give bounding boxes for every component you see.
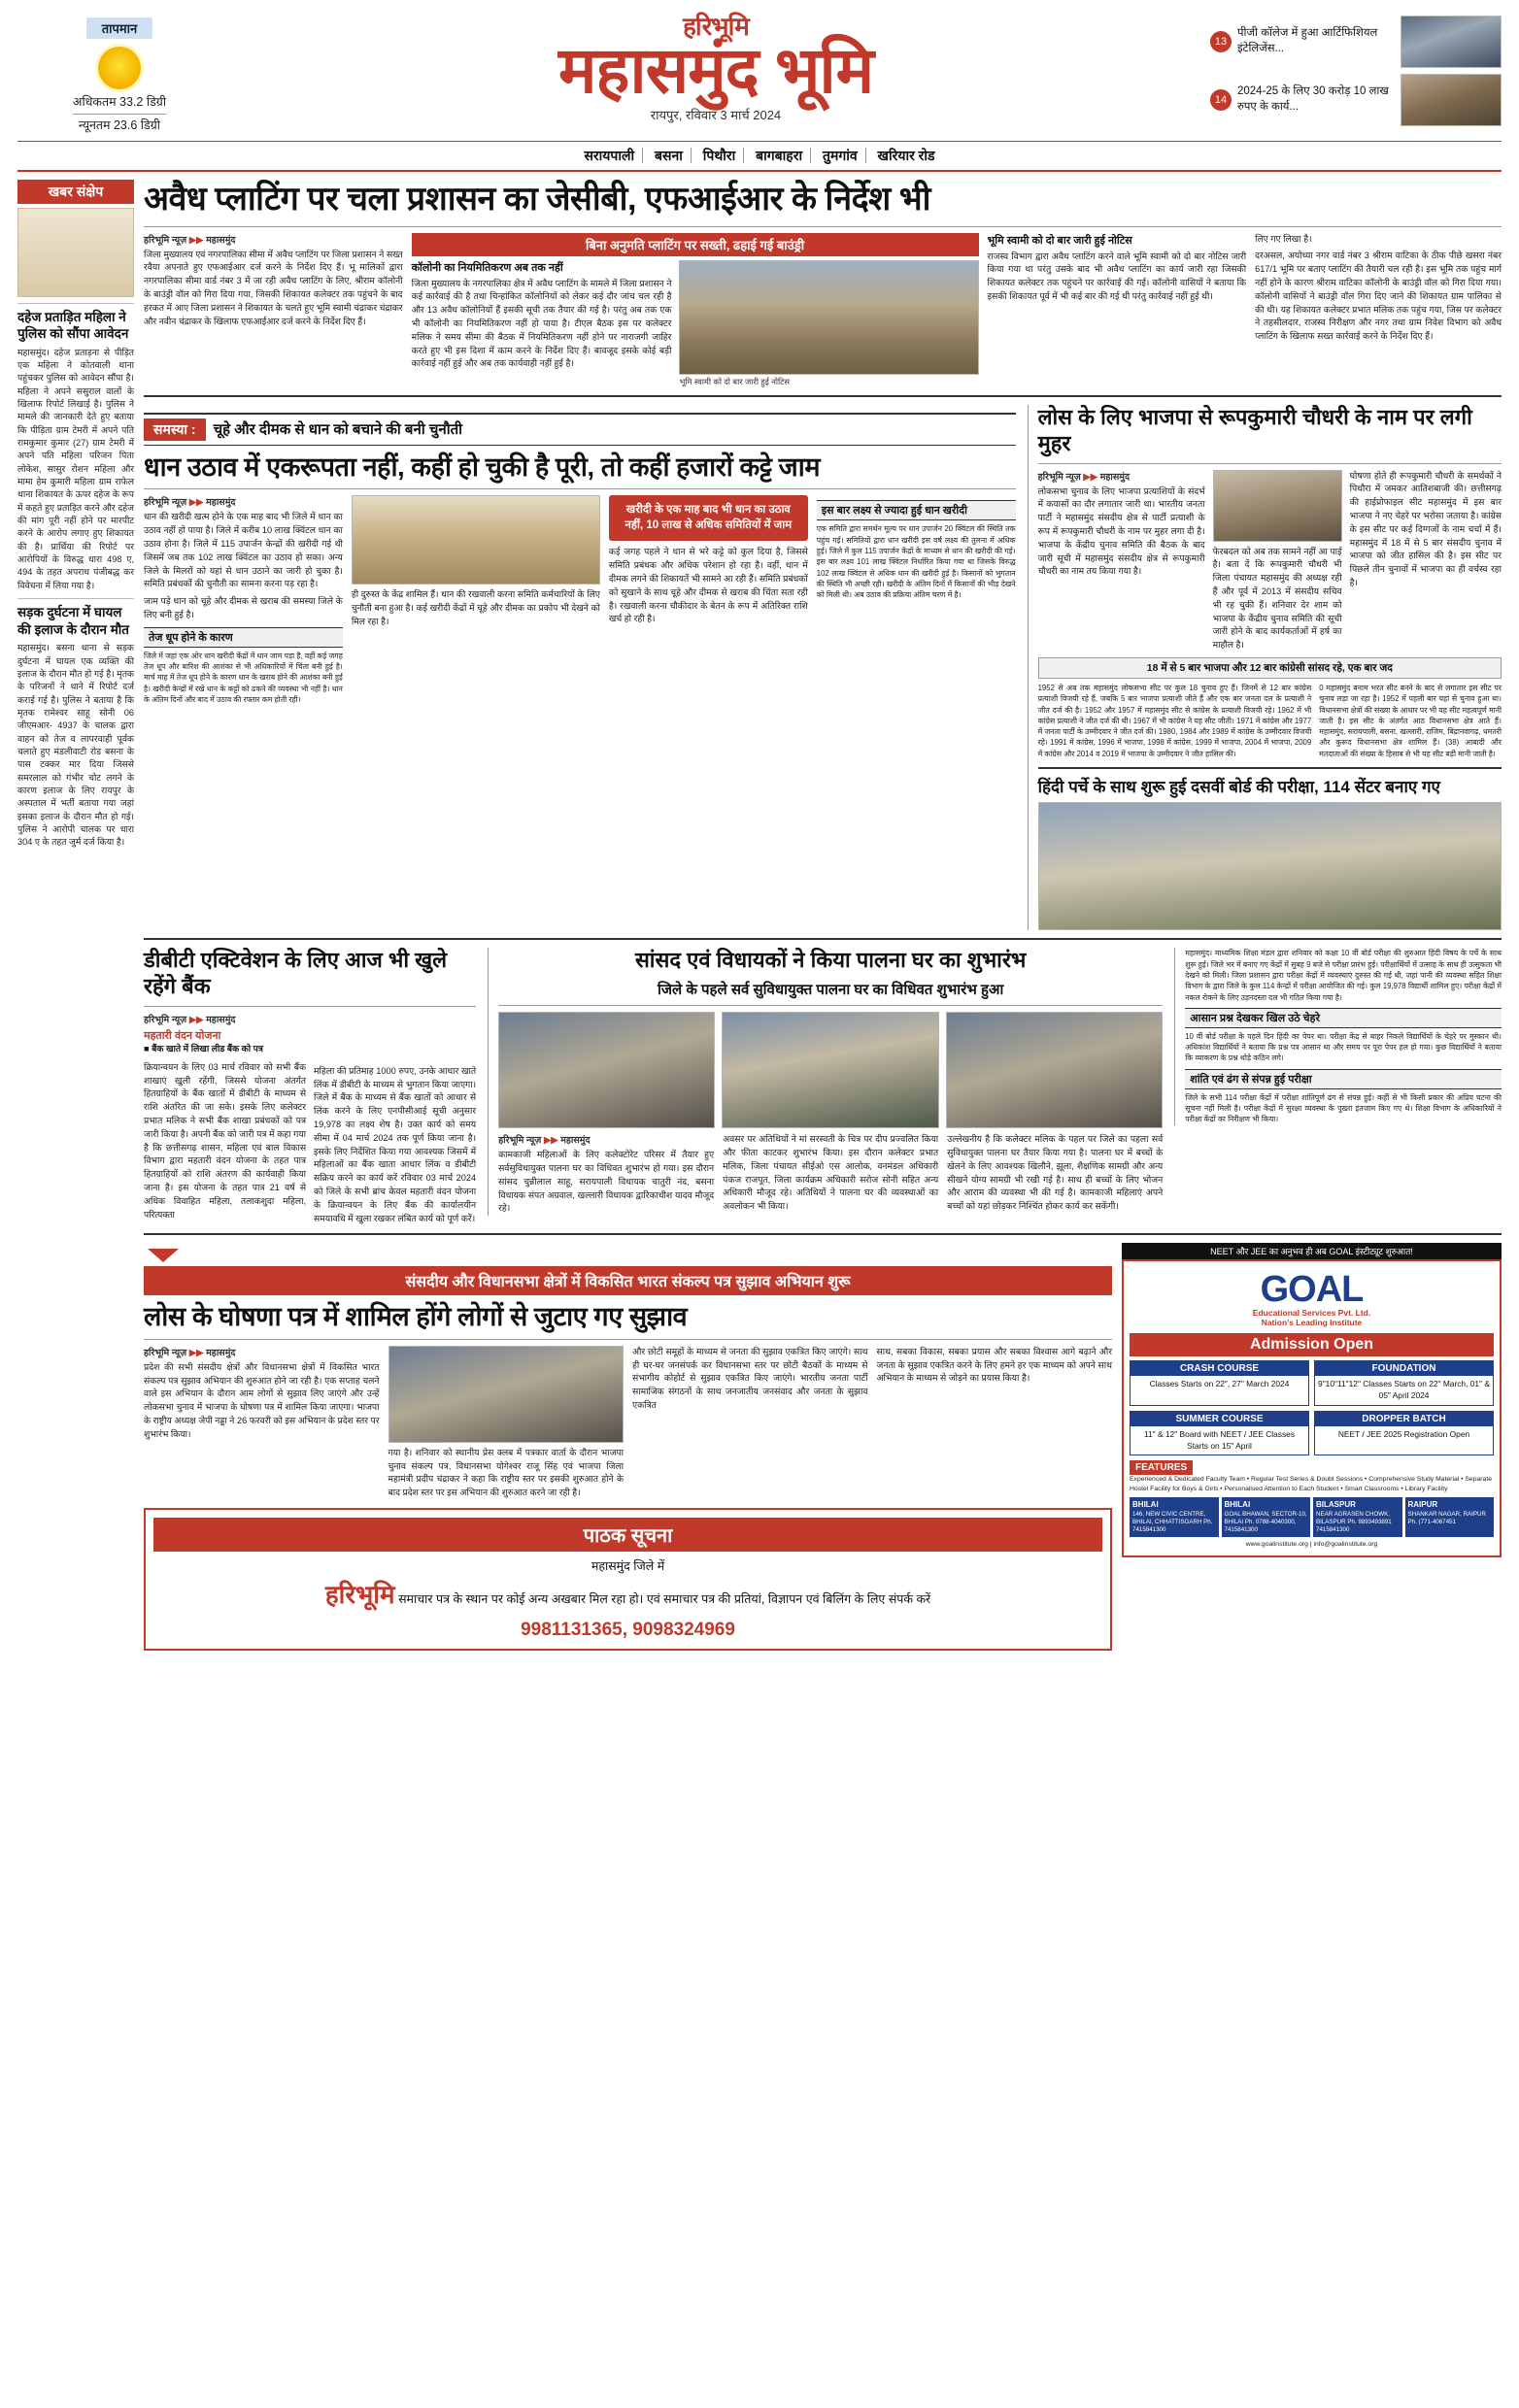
edition-item[interactable]: खरियार रोड — [877, 147, 935, 163]
bjp-paragraph: घोषणा होते ही रूपकुमारी चौधरी के समर्थकों ने पिथौरा में जमकर आतिशबाजी की। छत्तीसगढ़ की हाईप्रोफाइल सीट महासमुंद में इस बार भाजपा ने नए चेहरे पर भरोसा जताया है। कांग्रेस के इस सीट पर कई दिग्गजों के नाम चर्चा में हैं। महासमुंद में 18 में से 5 बार संसदीय चुनाव में भाजपा को जीत हासिल की है। इस सीट पर पिछले तीन चुनावों में भाजपा का ही वर्चस्व रहा है। — [1349, 470, 1502, 587]
goal-course-grid — [1130, 1360, 1494, 1455]
bjp-stat-body-2: 0 महासमुंद बनाम भरत सीट बनने के बाद से लगातार इस सीट पर चुनाव लड़ा जा रहा है। 1952 में पहली बार यहां से चुनाव हुआ था। विधानसभा क्षेत्रों की संख्या के आधार पर भी यह सीट महत्वपूर्ण मानी जाती है। इस सीट के अंतर्गत आठ विधानसभा क्षेत्र आते हैं। महासमुंद, सरायपाली, बसना, खल्लारी, राजिम, बिंद्रानवागढ़, धमतरी और कुरूद विधानसभा क्षेत्र शामिल हैं। (38) आबादी और मतदाताओं की संख्या के हिसाब से भी यह सीट बड़ी मानी जाती है। — [1319, 683, 1502, 758]
goal-wordmark: GOAL — [1260, 1269, 1364, 1311]
goal-course-title: SUMMER COURSE — [1131, 1412, 1308, 1426]
lead-paragraph: लिए गए लिखा है। — [1255, 233, 1312, 244]
paddy-col-4 — [817, 495, 1016, 705]
goal-course[interactable] — [1130, 1411, 1309, 1456]
bjp-stat-body: 1952 से अब तक महासमुंद लोकसभा सीट पर कुल 18 चुनाव हुए हैं। जिनमें से 12 बार कांग्रेस प्रत्याशी विजयी रहे हैं, जबकि 5 बार भाजपा प्रत्याशी जीते हैं और एक बार जनता दल के प्रत्याशी ने जीत दर्ज की है। 1952 और 1957 में महासमुंद सीट से कांग्रेस के प्रत्याशी विजयी रहे। 1962 में भी कांग्रेस प्रत्याशी ने जीत दर्ज की थी। 1967 में भी कांग्रेस ने यह सीट जीती। 1971 में कांग्रेस और 1977 में जनता पार्टी के उम्मीदवार ने जीत दर्ज की। 1980, 1984 और 1989 में कांग्रेस के उम्मीदवार विजयी रहे। 1991 में कांग्रेस, 1996 में भाजपा, 1998 में कांग्रेस, 1999 में भाजपा, 2004 में भाजपा, 2009 में कांग्रेस और 2014 व 2019 में भाजपा के उम्मीदवार ने जीत हासिल की। — [1037, 683, 1312, 758]
brand-main: महासमुंद भूमि — [557, 34, 874, 106]
goal-branches — [1130, 1497, 1494, 1537]
candidate-photo — [1213, 470, 1342, 542]
goal-course-title: CRASH COURSE — [1131, 1361, 1308, 1376]
sun-icon — [98, 47, 141, 89]
byline-source: हरिभूमि न्यूज़ — [144, 234, 187, 246]
paddy-subhead: तेज धूप होने के कारण — [144, 627, 343, 648]
vision-paragraph: गया है। शनिवार को स्थानीय प्रेस क्लब में पत्रकार वार्ता के दौरान भाजपा चुनाव संकल्प पत्र, विधानसभा योगेश्वर राजू सिंह एवं भाजपा जिला महामंत्री प्रदीप चंद्राकर ने कहा कि राष्ट्रीय स्तर पर इसकी शुरुआत होने के बाद प्रदेश स्तर पर इस अभियान की शुरुआत करने जा रही है। — [388, 1447, 624, 1498]
palna-photo-3 — [946, 1012, 1163, 1128]
dbt-headline: डीबीटी एक्टिवेशन के लिए आज भी खुले रहेंगे बैंक — [144, 948, 448, 999]
teaser-image — [1401, 16, 1502, 68]
paddy-col-1 — [144, 495, 343, 705]
masthead-title — [231, 14, 1200, 123]
vision-col-1 — [144, 1346, 380, 1500]
vision-paragraph: साथ, सबका विकास, सबका प्रयास और सबका विश्वास आगे बढ़ाने और जनता के सुझाव एकत्रित करने के लिए हमने हर एक माध्यम को अपने साथ अभियान के माध्यम से जोड़ने का प्रयास किया है। — [876, 1346, 1112, 1384]
brief-body: महासमुंद। बसना थाना से सड़क दुर्घटना में घायल एक व्यक्ति की इलाज के दौरान मौत हो गई है। मृतक के परिजनों ने थाने में रिपोर्ट दर्ज कराई गई है। पुलिस ने बताया है कि मृतक रामेश्वर साहू सोनी 06 जीएमआर- 4937 के चालक द्वारा वाहन को तेज व लापरवाही पूर्वक चलाते हुए मंडलीवाटी रोड बसना के पास टक्कर मार दिया जिससे समरलाल को गंभीर चोट लगने के कारण इलाज के लिए रायपुर के अस्पताल में भर्ती बताया गया जहां इसका इलाज के दौरान मौत हो गई। पुलिस ने आरोपी चालक पर धारा 304 ए के तहत जुर्म दर्ज किया है। — [17, 643, 134, 848]
temperature-max: अधिकतम 33.2 डिग्री — [73, 93, 166, 115]
byline-source: हरिभूमि न्यूज़ — [1037, 471, 1081, 483]
goal-branch-address: NEAR AGRASEN CHOWK, BILASPUR Ph. 9893493891 7415841300 — [1316, 1510, 1392, 1533]
lead-col-3 — [988, 233, 1247, 387]
notice-brand: हरिभूमि — [324, 1579, 395, 1609]
vision-story — [144, 1243, 1112, 1650]
lead-redbar: बिना अनुमति प्लाटिंग पर सख्ती, ढहाई गई बाउंड्री — [412, 233, 979, 256]
edition-item[interactable]: बसना — [647, 148, 692, 163]
goal-course[interactable] — [1314, 1360, 1494, 1406]
byline-source: हरिभूमि न्यूज़ — [144, 1014, 187, 1025]
goal-branch — [1405, 1497, 1495, 1537]
byline: हरिभूमि न्यूज़ ▶▶ महासमुंद — [144, 497, 236, 509]
temperature-box — [17, 14, 221, 135]
byline-place: महासमुंद — [206, 1347, 236, 1358]
notice-ribbon: पाठक सूचना — [153, 1518, 1102, 1552]
byline-place: महासमुंद — [560, 1135, 591, 1147]
vision-headline: लोस के घोषणा पत्र में शामिल होंगे लोगों से जुटाए गए सुझाव — [144, 1302, 688, 1332]
teaser-image — [1401, 74, 1502, 126]
palna-paragraph: उल्लेखनीय है कि कलेक्टर मलिक के पहल पर जिले का पहला सर्व सुविधायुक्त पालना घर तैयार किया गया है। पालना घर में बच्चों के खेलने के लिए आवश्यक खिलौने, झूला, शैक्षणिक सामग्री और अन्य सीखने योग्य सामग्री भी रखी गई है। साथ ही बच्चों के लिए भोजन और आराम की व्यवस्था भी की गई है। कामकाजी महिलाएं अपने बच्चों को यहां छोड़कर निश्चिंत होकर कार्य कर सकेंगी। — [947, 1134, 1164, 1212]
byline: हरिभूमि न्यूज़ ▶▶ महासमुंद — [144, 234, 236, 246]
byline-source: हरिभूमि न्यूज़ — [498, 1135, 542, 1147]
byline-place: महासमुंद — [206, 497, 236, 509]
goal-branch — [1130, 1497, 1218, 1537]
lead-photo-caption: भूमि स्वामी को दो बार जारी हुई नोटिस — [679, 376, 791, 386]
dbt-paragraph: क्रियान्वयन के लिए 03 मार्च रविवार को सभी बैंक शाखाएं खुली रहेंगी, जिससे योजना अंतर्गत हितग्राहियों के बैंक खातों में डीबीटी के माध्यम से राशि अंतरित की जा सके। इसके लिए कलेक्टर प्रभात मलिक ने सभी बैंक शाखा प्रबंधकों को पत्र जारी किया है। अपनी बैंक को जारी पत्र में कहा गया है कि छत्तीसगढ़ शासन, महिला एवं बाल विकास विभाग द्वारा महतारी वंदन योजना के तहत पात्र हितग्राहियों को राशि अंतरण की कार्यवाही किया जाना है। इस योजना के तहत पात्र 21 वर्ष से अधिक विवाहित महिला, तलाकशुदा महिला, परित्यक्ता — [144, 1061, 307, 1220]
teaser-item[interactable] — [1210, 74, 1502, 126]
byline-source: हरिभूमि न्यूज़ — [144, 497, 187, 509]
paddy-callout: खरीदी के एक माह बाद भी धान का उठाव नहीं, 10 लाख से अधिक समितियों में जाम — [609, 495, 808, 541]
goal-neet-line: NEET और JEE का अनुभव ही अब GOAL इंस्टीट्यूट शुरुआत! — [1122, 1243, 1502, 1259]
palna-photo-1 — [498, 1012, 715, 1128]
box1-body: जिला मुख्यालय के नगरपालिका क्षेत्र में अवैध प्लाटिंग के मामले में जिला प्रशासन ने कई कार्रवाई की है तथा चिन्हांकित कॉलोनियों को लेकर कई दौर जांच चल रही है और 13 अवैध कॉलोनियों हैं इसकी सूची तक तैयार की गई है। परंतु अब तक एक भी कॉलोनी का नियमितिकरण नहीं हो पाया है। टीएल बैठक इस पर कलेक्टर मलिक ने समय सीमा की बैठक में नियमितिकरण नहीं होने पर नाराजगी जाहिर करते हुए भी इस दिशा में काम करने के निर्देश दिए हैं। बावजूद इसके कोई बड़ी कार्रवाई नहीं हुई और अब तक कार्यवाही नहीं हुई है। — [411, 278, 672, 369]
bjp-stat-headline: 18 में से 5 बार भाजपा और 12 बार कांग्रेसी सांसद रहे, एक बार जद — [1038, 657, 1502, 679]
palna-story — [488, 948, 1163, 1216]
exam-caption: महासमुंद। माध्यमिक शिक्षा मंडल द्वारा शनिवार को कक्षा 10 वीं बोर्ड परीक्षा की शुरुआत हिंदी विषय के पर्चे के साथ शुरू हुई। जिले भर में बनाए गए केंद्रों में सुबह 9 बजे से परीक्षा प्रारंभ हुई। परीक्षार्थियों में उत्साह के साथ ही उत्सुकता भी देखने को मिली। जिला प्रशासन द्वारा परीक्षा केंद्रों में व्यवस्थाएं दुरुस्त की गई थी, जहां पानी की व्यवस्था सहित शिक्षा विभाग के द्वारा जिले के कुल 114 केन्द्रों में परीक्षा आयोजित की गई। कुल 19,978 विद्यार्थी शामिल हुए। परीक्षा केंद्रों में नकल रोकने के लिए उड़नदस्ता दल भी गठित किया गया है। — [1185, 949, 1502, 1002]
vision-photo — [388, 1346, 624, 1443]
temperature-label: तापमान — [86, 17, 153, 39]
goal-course-body: NEET / JEE 2025 Registration Open — [1337, 1428, 1470, 1439]
goal-subtitle-2: Nation's Leading Institute — [1261, 1318, 1363, 1328]
box2-body: राजस्व विभाग द्वारा अवैध प्लाटिंग करने वाले भूमि स्वामी को दो बार नोटिस जारी किया गया था परंतु उसके बाद भी अवैध प्लाटिंग का कार्य जारी रहा जिसकी शिकायत कलेक्टर तक पहुंचने पर कार्रवाई की गई। कॉलोनी वासियों ने बताया कि इसकी शिकायत पूर्व में भी कई बार की गई थी परंतु कार्रवाई नहीं हुई थी। — [987, 251, 1247, 301]
paddy-sub-body: एक समिति द्वारा समर्थन मूल्य पर धान उपार्जन 20 क्विंटल की स्थिति तक पहुंच गई। समितियों द्वारा धान खरीदी इस वर्ष लक्ष्य की तुलना में अधिक हुई। जिले में कुल 115 उपार्जन केंद्रों के माध्यम से धान की खरीदी की गई। इस बार लक्ष्य 101 लाख क्विंटल निर्धारित किया गया था जिसके विरुद्ध 102 लाख क्विंटल से अधिक धान की खरीदी हुई है। किसानों को भुगतान की स्थिति भी अच्छी रही। खरीदी के अंतिम दिनों में किसानों की भीड़ देखने को मिली थी। अब उठाव की प्रक्रिया अंतिम चरण में है। — [816, 524, 1016, 600]
brand-small: हरिभूमि — [683, 12, 749, 41]
vision-col-2 — [388, 1346, 624, 1500]
bjp-paragraph: फेरबदल को अब तक सामने नहीं आ पाई है। बता दें कि रूपकुमारी चौधरी भी जिला पंचायत महासमुंद की अध्यक्ष रही हैं और पूर्व में 2013 में संसदीय सचिव भी रह चुकी हैं। शनिवार देर शाम को भाजपा के केंद्रीय चुनाव समिति की सूची जारी होने के बाद कार्यकर्ताओं में हर्ष का माहौल है। — [1212, 546, 1342, 651]
paddy-paragraph: जाम पड़े धान को चूहे और दीमक से खराब की समस्या जिले के लिए बनी हुई है। — [144, 596, 343, 619]
exam-photo — [1038, 802, 1502, 930]
palna-subhead: जिले के पहले सर्व सुविधायुक्त पालना घर का विधिवत शुभारंभ हुआ — [657, 982, 1004, 999]
byline-place: महासमुंद — [206, 234, 236, 246]
goal-branch — [1313, 1497, 1402, 1537]
goal-course-body: 11" & 12" Board with NEET / JEE Classes Starts on 15" April — [1143, 1428, 1296, 1451]
section-tag: समस्या : — [144, 418, 206, 441]
goal-branch — [1222, 1497, 1311, 1537]
scales-of-justice-image — [17, 208, 134, 297]
paddy-col-3 — [609, 495, 808, 705]
teaser-item[interactable] — [1210, 16, 1502, 68]
masthead — [17, 14, 1502, 141]
paddy-paragraph: कई जगह पहले ने धान से भरे कट्टे को कुल दिया है, जिससे समिति प्रबंधक और अधिक परेशान हो रहा है। वहीं, धान में दीमक लगने की शिकायतें भी सामने आ रही हैं। समिति प्रबंधकों को सुखाने के साथ चूहे और दीमक से खराब की चिंता सता रही है। रखवाली करना चौकीदार के बेतन के रूप में अतिरिक्त राशि खर्च हो रही है। — [608, 547, 808, 624]
paddy-photo — [352, 495, 600, 585]
exam-sub-body-2: जिले के सभी 114 परीक्षा केंद्रों में परीक्षा शांतिपूर्ण ढंग से संपन्न हुई। कहीं से भी किसी प्रकार की अप्रिय घटना की सूचना नहीं मिली है। परीक्षा केंद्रों में सुरक्षा व्यवस्था के पुख्ता इंतजाम किए गए थे। शिक्षा विभाग के अधिकारियों ने परीक्षा केंद्रों का निरीक्षण भी किया। — [1185, 1092, 1502, 1124]
main-grid — [17, 180, 1502, 1651]
notice-phone[interactable]: 9981131365, 9098324969 — [521, 1619, 735, 1640]
goal-features-title: FEATURES — [1130, 1460, 1193, 1475]
goal-branch-city: BHILAI — [1224, 1500, 1251, 1510]
brief-body: महासमुंद। दहेज प्रताड़ना से पीड़ित एक महिला ने कोतवाली थाना पहुंचकर पुलिस को आवेदन सौंपा है। महिला ने अपने ससुराल वालों के खिलाफ रिपोर्ट लिखाई है। पुलिस ने मामले की जानकारी देते हुए बताया कि पीड़िता ग्राम टेमरी में अपने पति रामकुमार कुमार (27) ग्राम टेमरी में अपने पति महिला परिजन पिता लोकेश, सासुर रोशन महिला और मामा हेम कुमारी महिला ग्राम राफेल थाना शिकायत के ऊपर दहेज के रूप में कहते हुए प्रताड़ित करने और दहेज की मांग पूरी नहीं होने पर मारपीट करने के आरोप लगाए हुए शिकायत की है। प्रार्थिया की रिपोर्ट पर आरोपियों के विरुद्ध धारा 498 ए, 494 के तहत अपराध पंजीबद्ध कर विवेचना में लिया गया है। — [17, 347, 134, 590]
brief-story[interactable] — [17, 303, 134, 593]
dbt-bullet: ■ बैंक खाते में लिखा लीड बैंक को पत्र — [144, 1043, 263, 1054]
goal-course-body: Classes Starts on 22", 27" March 2024 — [1149, 1379, 1290, 1389]
lead-story — [144, 180, 1502, 387]
temperature-min: न्यूनतम 23.6 डिग्री — [79, 117, 160, 132]
lead-photo — [679, 260, 978, 375]
palna-headline: सांसद एवं विधायकों ने किया पालना घर का शुभारंभ — [634, 948, 1027, 973]
brief-header: खबर संक्षेप — [17, 180, 134, 204]
paddy-subhead: इस बार लक्ष्य से ज्यादा हुई धान खरीदी — [817, 500, 1016, 520]
edition-item[interactable]: पिथौरा — [695, 148, 745, 163]
goal-course-title: DROPPER BATCH — [1315, 1412, 1493, 1426]
third-tier — [144, 948, 1502, 1225]
reader-notice-ad — [144, 1508, 1112, 1651]
goal-branch-address: SHANKAR NAGAR, RAIPUR Ph. (771-4067451 — [1407, 1510, 1486, 1525]
goal-subtitle-1: Educational Services Pvt. Ltd. — [1252, 1308, 1371, 1319]
edition-item[interactable]: बागबाहरा — [748, 148, 811, 163]
brief-headline: दहेज प्रताड़ित महिला ने पुलिस को सौंपा आवेदन — [17, 309, 129, 342]
byline-source: हरिभूमि न्यूज़ — [144, 1347, 187, 1358]
palna-col-1 — [498, 1133, 714, 1216]
goal-admission-banner: Admission Open — [1130, 1333, 1494, 1356]
goal-branch-address: 146, NEW CIVIC CENTRE, BHILAI, CHHATTISGARH Ph. 7415841300 — [1132, 1510, 1213, 1533]
goal-course[interactable] — [1130, 1360, 1309, 1406]
lead-paragraph: दरअसल, अयोध्या नगर वार्ड नंबर 3 श्रीराम वाटिका के ठीक पीछे खसरा नंबर 617/1 भूमि पर बताए प्लाटिंग की तैयारी चल रही है। इस भूमि तक पहुंच मार्ग नहीं होने के कारण श्रीराम वाटिका कॉलोनी के बाउंड्री वॉल को गिरा दिया गया। कॉलोनी वासियों ने बाउंड्री वॉल गिरा दिए जाने की शिकायत ग्राम पालिका से की थी। यह शिकायत कलेक्टर प्रभात मलिक तक पहुंच गया, जिस पर कलेक्टर ने तहसीलदार, राजस्व निरीक्षण और नगर तथा ग्राम निवेश विभाग को अवैध प्लाटिंग के खिलाफ सख्त कार्रवाई करने के निर्देश दिए हैं। — [1255, 251, 1502, 342]
vision-col-3 — [632, 1346, 868, 1500]
paddy-col-2 — [352, 495, 600, 705]
teaser-text: पीजी कॉलेज में हुआ आर्टिफिशियल इंटेलिजेंस... — [1237, 27, 1378, 54]
goal-course-body: 9"10"11"12" Classes Starts on 22" March, 01" & 05" April 2024 — [1318, 1379, 1490, 1401]
paddy-paragraph: ही दुरुस्त के केंद्र शामिल हैं। धान की रखवाली करना समिति कर्मचारियों के लिए चुनौती बना हुआ है। कई खरीदी केंद्रों में चूहे और दीमक का प्रकोप भी देखने को मिल रहा है। — [351, 589, 600, 626]
brief-story[interactable] — [17, 598, 134, 850]
lead-paragraph: जिला मुख्यालय एवं नगरपालिका सीमा में अवैध प्लाटिंग पर जिला प्रशासन ने सख्त रवैया अपनाते हुए एफआईआर दर्ज करने के निर्देश दिए हैं। भू मालिकों द्वारा नगरपालिका सीमा वार्ड नंबर 3 में जा रही अवैध प्लाटिंग के लिए, श्रीराम कॉलोनी के बाउंड्री वॉल को गिरा दिया गया, जिसकी शिकायत कलेक्टर तक पहुंचने के बाद हरकत में आए जिला प्रशासन ने शिकायत के चलते हुए भूमि स्वामी चंद्राकर चंद्राकर और नवीन चंद्राकर के खिलाफ एफआईआर दर्ज करने के निर्देश दिए हैं। — [144, 249, 403, 326]
exam-headline: हिंदी पर्चे के साथ शुरू हुई दसवीं बोर्ड की परीक्षा, 114 सेंटर बनाए गए — [1037, 778, 1440, 797]
goal-logo — [1130, 1267, 1494, 1329]
goal-branch-address: GOAL BHAWAN, SECTOR-10, BHILAI Ph. 0788-4040300, 7415841300 — [1224, 1510, 1307, 1533]
box1-headline: कॉलोनी का नियमितिकरण अब तक नहीं — [411, 261, 563, 274]
paddy-paragraph: धान की खरीदी खत्म होने के एक माह बाद भी जिले में धान का उठाव नहीं हो पाया है। जिले में करीब 10 लाख क्विंटल धान का उठाव होना है। जिले में 115 उपार्जन केन्द्रों की खरीदी गई थी जिसमें जब तक 102 लाख क्विंटल का उठाव हो सका। अन्य जिले के मिलरों को यहां से धान उठाने का जारी हो चुका है। समिति प्रबंधकों की चुनौती का सामना करना पड़ रहा है। — [144, 512, 343, 589]
byline: हरिभूमि न्यूज़ ▶▶ महासमुंद — [144, 1014, 236, 1025]
byline: हरिभूमि न्यूज़ ▶▶ महासमुंद — [1037, 471, 1131, 483]
goal-features-body: Experienced & Dedicated Faculty Team • Regular Test Series & Doubt Sessions • Comprehensive Study Material • Separate Hostel Facility for Boys & Girls • Personalised Attention to Each Student • Smart Classrooms • Library Facility — [1130, 1476, 1492, 1492]
goal-branch-city: BILASPUR — [1316, 1500, 1356, 1510]
exam-story — [1174, 948, 1502, 1124]
notice-line-1: महासमुंद जिले में — [591, 1558, 665, 1573]
goal-branch-city: BHILAI — [1132, 1500, 1159, 1510]
dbt-bullet-text: बैंक खाते में लिखा लीड बैंक को पत्र — [152, 1043, 263, 1054]
lead-col-1 — [144, 233, 403, 387]
vision-paragraph: प्रदेश की सभी संसदीय क्षेत्रों और विधानसभा क्षेत्रों में विकसित भारत संकल्प पत्र सुझाव अभियान की शुरुआत होने जा रही है। एक सप्ताह चलने वाले इस अभियान के दौरान आम लोगों से सुझाव लिए जाएंगे और उन्हें लोकसभा चुनाव में भाजपा के घोषणा पत्र में शामिल किया जाएगा। भाजपा के राष्ट्रीय अध्यक्ष जेपी नड्डा ने 26 फरवरी को इस अभियान के प्रदेश स्तर पर शुभारंभ किया। — [144, 1361, 380, 1439]
palna-photo-2 — [722, 1012, 938, 1128]
vision-paragraph: और छोटी समूहों के माध्यम से जनता की सुझाव एकत्रित किए जाएंगे। साथ ही घर-घर जनसंपर्क कर विधानसभा स्तर पर छोटी बैठकों के माध्यम से संभागीय कोहोर्ट से सुझाव एकत्रित किए जाएंगे। भारतीय जनता पार्टी सामाजिक संगठनों के साथ जनजातीय जनसंवाद और जनता के सुझाव एकत्रित — [632, 1346, 868, 1410]
goal-branch-city: RAIPUR — [1407, 1500, 1438, 1510]
exam-subhead-1: आसान प्रश्न देखकर खिल उठे चेहरे — [1185, 1008, 1502, 1028]
edition-bar — [17, 141, 1502, 172]
goal-course-title: FOUNDATION — [1315, 1361, 1493, 1376]
bjp-paragraph: लोकसभा चुनाव के लिए भाजपा प्रत्याशियों के संदर्भ में कयासों का दौर लगातार जारी था। भारतीय जनता पार्टी ने महासमुंद संसदीय क्षेत्र से पार्टी प्रत्याशी के रूप में रूपकुमारी चौधरी के नाम पर मुहर लगा दी है। भाजपा के केंद्रीय चुनाव समिति की बैठक के बाद जारी सूची में महासमुंद संसदीय क्षेत्र से रूपकुमारी चौधरी का नाम तय किया गया है। — [1037, 485, 1205, 577]
lead-col-2 — [412, 233, 979, 387]
dbt-paragraph: महिला की प्रतिमाह 1000 रुपए, उनके आधार खाते लिंक में डीबीटी के माध्यम से भुगतान किया जाएगा। जिले में बैंक के माध्यम से बैंक खातों को आधार से लिंक करने के लिए एनपीसीआई सूची अनुसार 19,978 का लक्ष्य शेष है। उक्त कार्य को समय सीमा में 04 मार्च 2024 तक पूर्ण किया जाना है। इसके लिए निर्देशित किया गया आवश्यक जिसमें में महिलाओं का बैंक खाता आधार लिंक व डीबीटी सक्रिय करने का कार्य करें रविवार 03 मार्च 2024 को जिले के सभी ब्रांच केवल महतारी वंदन योजना के क्रियान्वयन के लिए बैंक की कार्यालयीन समयावधि में खुला रखकर लंबित कार्य को पूर्ण करें। — [314, 1065, 477, 1223]
goal-ad[interactable] — [1122, 1243, 1502, 1556]
dateline: रायपुर, रविवार 3 मार्च 2024 — [650, 108, 782, 123]
byline-place: महासमुंद — [206, 1014, 236, 1025]
byline: हरिभूमि न्यूज़ ▶▶ महासमुंद — [498, 1135, 591, 1147]
bjp-story — [1028, 405, 1502, 930]
brief-headline: सड़क दुर्घटना में घायल की इलाज के दौरान मौत — [17, 605, 129, 637]
edition-item[interactable]: सरायपाली — [576, 148, 643, 163]
bottom-zone — [144, 1243, 1502, 1650]
arrow-down-icon — [148, 1249, 179, 1262]
bjp-headline: लोस के लिए भाजपा से रूपकुमारी चौधरी के नाम पर लगी मुहर — [1037, 404, 1472, 455]
notice-line-2: समाचार पत्र के स्थान पर कोई अन्य अखबार मिल रहा हो। एवं समाचार पत्र की प्रतियां, विज्ञापन एवं बिलिंग के लिए संपर्क करें — [398, 1591, 931, 1606]
paddy-story — [144, 405, 1016, 705]
lead-headline: अवैध प्लाटिंग पर चला प्रशासन का जेसीबी, एफआईआर के निर्देश भी — [144, 180, 930, 217]
section-tagline: चूहे और दीमक से धान को बचाने की बनी चुनौती — [213, 421, 463, 439]
teaser-list — [1210, 14, 1502, 126]
goal-website[interactable]: www.goalinstitute.org | info@goalinstitute.org — [1245, 1541, 1378, 1548]
palna-col-2 — [723, 1133, 938, 1216]
second-tier — [144, 405, 1502, 930]
content-area — [144, 180, 1502, 1651]
palna-paragraph: अवसर पर अतिथियों ने मां सरस्वती के चित्र पर दीप प्रज्वलित किया और फीता काटकर शुभारंभ किया। इस दौरान कलेक्टर प्रभात मलिक, जिला पंचायत सीईओ एस आलोक, वनमंडल अधिकारी पंकज राजपूत, जिला कार्यक्रम अधिकारी सरोज सोनी सहित अन्य अधिकारी मौजूद रहे। अतिथियों ने पालना घर की व्यवस्थाओं का अवलोकन भी किया। — [723, 1134, 939, 1212]
vision-band: संसदीय और विधानसभा क्षेत्रों में विकसित भारत संकल्प पत्र सुझाव अभियान शुरू — [144, 1266, 1112, 1295]
paddy-headline: धान उठाव में एकरूपता नहीं, कहीं हो चुकी है पूरी, तो कहीं हजारों कट्टे जाम — [144, 452, 821, 482]
edition-item[interactable]: तुमगांव — [815, 148, 866, 163]
palna-paragraph: कामकाजी महिलाओं के लिए कलेक्टोरेट परिसर में तैयार हुए सर्वसुविधायुक्त पालना घर का विधिवत शुभारंभ हो गया। इस दौरान सांसद चुन्नीलाल साहू, सरायपाली विधायक चातुरी नंद, बसना विधायक संपत अग्रवाल, खल्लारी विधायक द्वारिकाधीश यादव मौजूद रहे। — [498, 1150, 715, 1214]
lead-col-4 — [1255, 233, 1502, 387]
paddy-sub-body: जिले में जहां एक ओर धान खरीदी केंद्रों में धान जाम पड़ा है, वहीं कई जगह तेज धूप और बारिश की आशंका से भी अधिकारियों में चिंता बनी हुई है। मार्च माह में तेज धूप होने के कारण धान के खराब होने की आशंका बनी हुई है। खरीदी केन्द्रों में रखे धान के कट्टों को ढकने की व्यवस्था भी नहीं है। धान के अंतिम दिनों और बाद में उठाव की रफ्तार कम होती रही। — [144, 651, 343, 704]
palna-col-3 — [947, 1133, 1163, 1216]
exam-subhead-2: शांति एवं ढंग से संपन्न हुई परीक्षा — [1185, 1069, 1502, 1089]
exam-sub-body-1: 10 वीं बोर्ड परीक्षा के पहले दिन हिंदी का पेपर था। परीक्षा केंद्र से बाहर निकले विद्यार्थियों के चेहरे पर मुस्कान थी। अधिकांश विद्यार्थियों ने बताया कि प्रश्न पत्र आसान था और समय पर पूरा पेपर हल हो गया। कुछ विद्यार्थियों ने बताया कि व्याकरण के प्रश्न थोड़े कठिन लगे। — [1185, 1031, 1502, 1063]
box2-headline: भूमि स्वामी को दो बार जारी हुई नोटिस — [987, 234, 1132, 247]
dbt-story — [144, 948, 476, 1225]
goal-course[interactable] — [1314, 1411, 1494, 1456]
byline: हरिभूमि न्यूज़ ▶▶ महासमुंद — [144, 1347, 236, 1358]
vision-col-4 — [877, 1346, 1113, 1500]
teaser-page-number: 13 — [1210, 31, 1232, 52]
teaser-text: 2024-25 के लिए 30 करोड़ 10 लाख रुपए के कार्य... — [1237, 85, 1389, 113]
teaser-page-number: 14 — [1210, 89, 1232, 111]
byline-place: महासमुंद — [1099, 471, 1131, 483]
section-band — [144, 413, 1016, 446]
dbt-scheme-name: महतारी वंदन योजना — [144, 1029, 221, 1042]
brief-rail — [17, 180, 134, 850]
